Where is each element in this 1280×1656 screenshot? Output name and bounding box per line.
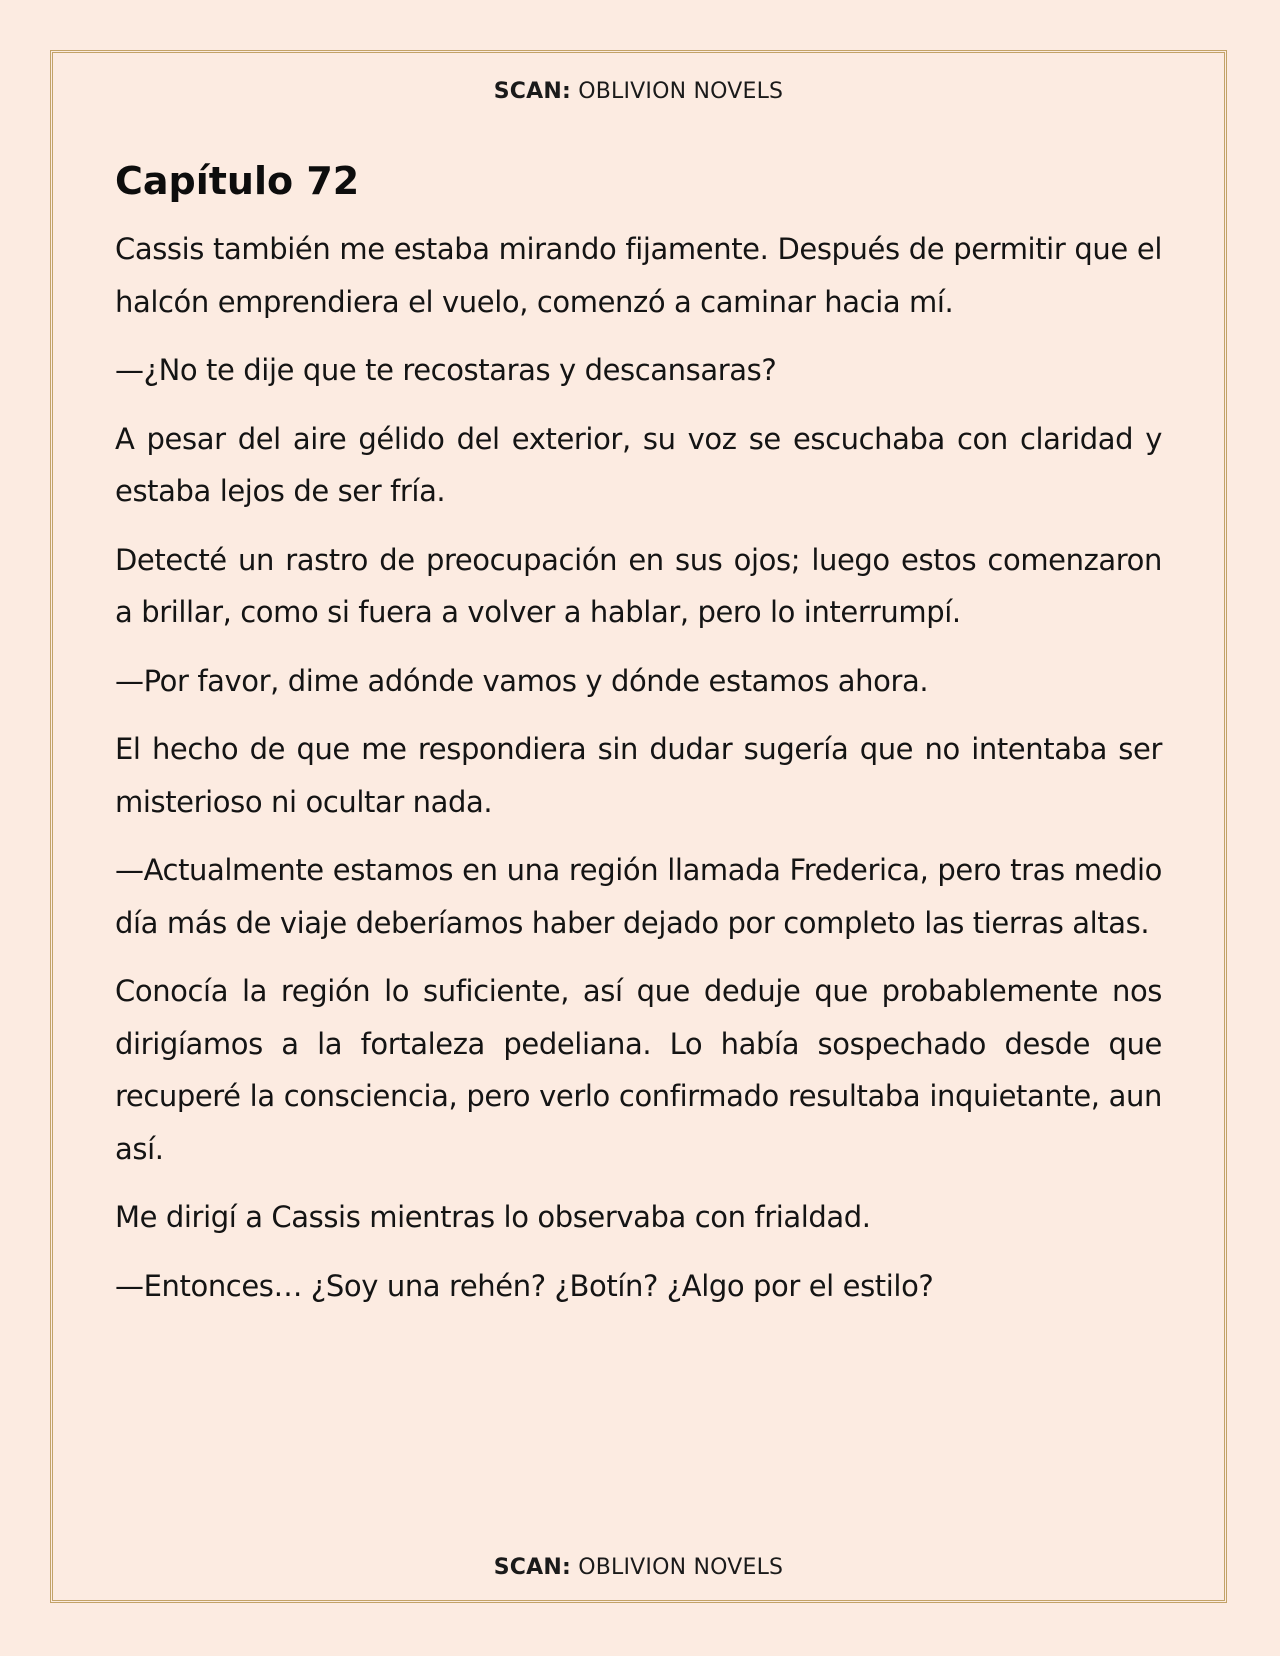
paragraph: Me dirigí a Cassis mientras lo observaba con frialdad.: [115, 1200, 871, 1234]
scan-group-name: OBLIVION NOVELS: [578, 1555, 784, 1580]
paragraph: A pesar del aire gélido del exterior, su voz se escuchaba con claridad y estaba lejos de ser fría.: [115, 421, 1162, 508]
scan-label: SCAN:: [493, 1555, 571, 1580]
scan-credit-header: [53, 79, 1224, 104]
paragraph: —Entonces… ¿Soy una rehén? ¿Botín? ¿Algo por el estilo?: [115, 1268, 934, 1303]
paragraph: Cassis también me estaba mirando fijamente. Después de permitir que el halcón emprendiera el vuelo, comenzó a caminar hacia mí.: [115, 232, 1162, 319]
paragraph: —Por favor, dime adónde vamos y dónde estamos ahora.: [115, 663, 929, 698]
paragraph: El hecho de que me respondiera sin dudar sugería que no intentaba ser misterioso ni ocultar nada.: [115, 732, 1162, 819]
scan-group-name: OBLIVION NOVELS: [578, 79, 784, 104]
paragraph: —¿No te dije que te recostaras y descansaras?: [115, 353, 777, 387]
scan-label: SCAN:: [493, 79, 571, 104]
paragraph: Detecté un rastro de preocupación en sus ojos; luego estos comenzaron a brillar, como si fuera a volver a hablar, pero lo interrumpí.: [115, 542, 1162, 629]
paragraph: Conocía la región lo suficiente, así que deduje que probablemente nos dirigíamos a la fortaleza pedeliana. Lo había sospechado desde que recuperé la consciencia, pero verlo confirmado resultaba inquietante, aun así.: [115, 974, 1162, 1166]
paragraph: —Actualmente estamos en una región llamada Frederica, pero tras medio día más de viaje deberíamos haber dejado por completo las tierras altas.: [115, 853, 1162, 940]
chapter-title: Capítulo 72: [115, 159, 360, 203]
page-frame: [50, 50, 1227, 1603]
chapter-content: [115, 153, 1162, 1328]
scan-credit-footer: [53, 1555, 1224, 1580]
